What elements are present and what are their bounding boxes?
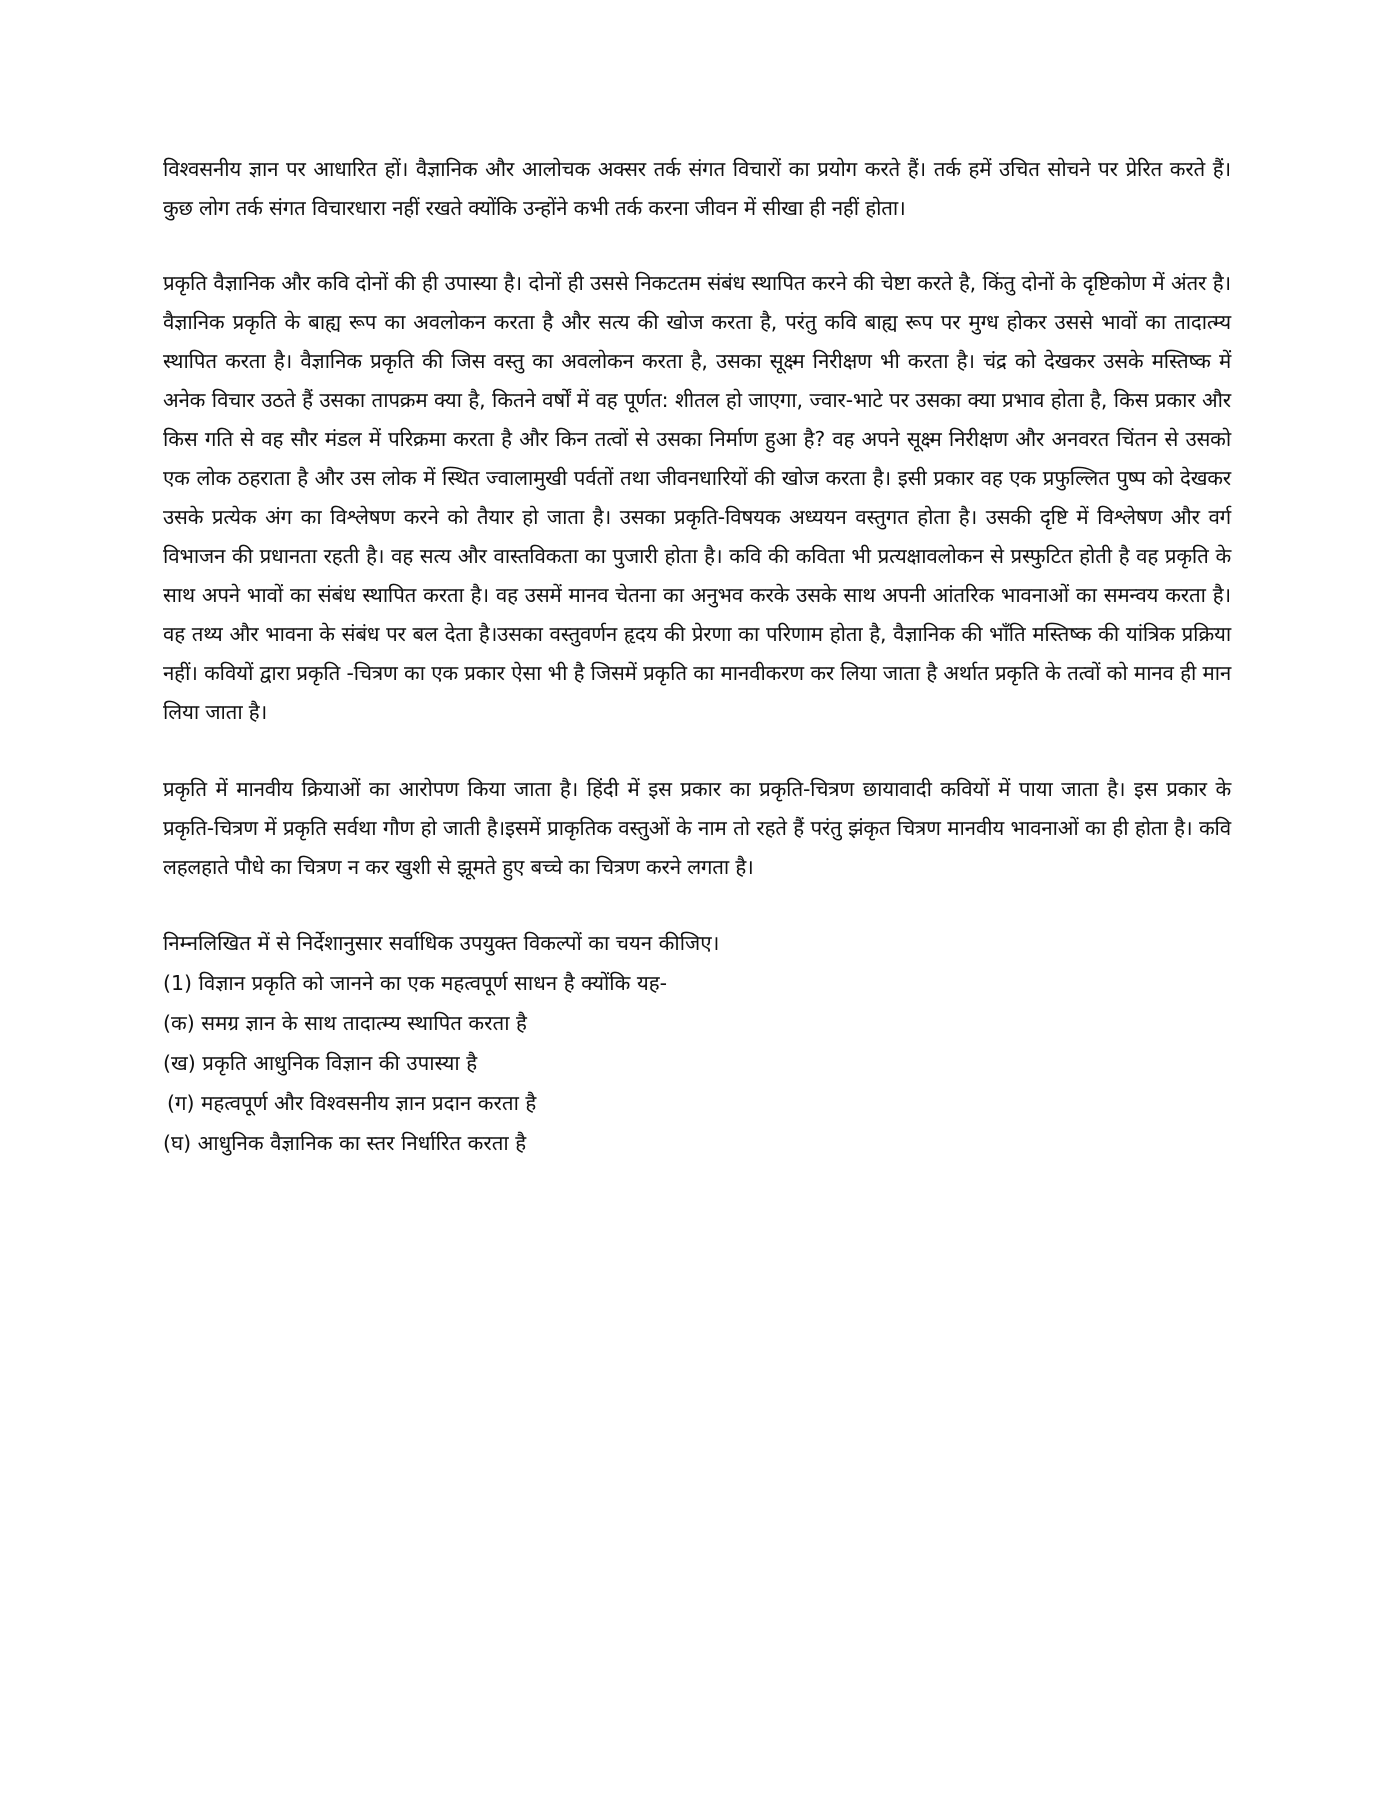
instruction-text: निम्नलिखित में से निर्देशानुसार सर्वाधिक उपयुक्त विकल्पों का चयन कीजिए। — [163, 931, 720, 955]
option-gha[interactable] — [163, 1123, 1231, 1163]
option-label: (क) — [163, 1011, 195, 1035]
question-block — [163, 923, 1231, 1163]
document-page — [163, 150, 1231, 1163]
option-text: महत्वपूर्ण और विश्वसनीय ज्ञान प्रदान करता है — [201, 1091, 537, 1115]
option-text: प्रकृति आधुनिक विज्ञान की उपास्या है — [202, 1051, 478, 1075]
question-number: (1) — [163, 971, 193, 995]
question-text: विज्ञान प्रकृति को जानने का एक महत्वपूर्ण साधन है क्योंकि यह- — [198, 971, 668, 995]
paragraph-1: विश्वसनीय ज्ञान पर आधारित हों। वैज्ञानिक और आलोचक अक्सर तर्क संगत विचारों का प्रयोग करते हैं। तर्क हमें उचित सोचने पर प्रेरित करते हैं। कुछ लोग तर्क संगत विचारधारा नहीं रखते क्योंकि उन्होंने कभी तर्क करना जीवन में सीखा ही नहीं होता। — [163, 157, 1231, 220]
option-label: (घ) — [163, 1131, 192, 1155]
option-label: (ग) — [167, 1091, 195, 1115]
option-ga[interactable] — [163, 1083, 1231, 1123]
question-1 — [163, 963, 1231, 1003]
paragraph-3: प्रकृति में मानवीय क्रियाओं का आरोपण किया जाता है। हिंदी में इस प्रकार का प्रकृति-चित्रण छायावादी कवियों में पाया जाता है। इस प्रकार के प्रकृति-चित्रण में प्रकृति सर्वथा गौण हो जाती है।इसमें प्राकृतिक वस्तुओं के नाम तो रहते हैं परंतु झंकृत चित्रण मानवीय भावनाओं का ही होता है। कवि लहलहाते पौधे का चित्रण न कर खुशी से झूमते हुए बच्चे का चित्रण करने लगता है। — [163, 777, 1231, 879]
option-kha[interactable] — [163, 1043, 1231, 1083]
option-ka[interactable] — [163, 1003, 1231, 1043]
option-text: समग्र ज्ञान के साथ तादात्म्य स्थापित करता है — [201, 1011, 527, 1035]
option-text: आधुनिक वैज्ञानिक का स्तर निर्धारित करता है — [197, 1131, 527, 1155]
paragraph-2: प्रकृति वैज्ञानिक और कवि दोनों की ही उपास्या है। दोनों ही उससे निकटतम संबंध स्थापित करने की चेष्टा करते है, किंतु दोनों के दृष्टिकोण में अंतर है। वैज्ञानिक प्रकृति के बाह्य रूप का अवलोकन करता है और सत्य की खोज करता है, परंतु कवि बाह्य रूप पर मुग्ध होकर उससे भावों का तादात्म्य स्थापित करता है। वैज्ञानिक प्रकृति की जिस वस्तु का अवलोकन करता है, उसका सूक्ष्म निरीक्षण भी करता है। चंद्र को देखकर उसके मस्तिष्क में अनेक विचार उठते हैं उसका तापक्रम क्या है, कितने वर्षों में वह पूर्णत: शीतल हो जाएगा, ज्वार-भाटे पर उसका क्या प्रभाव होता है, किस प्रकार और किस गति से वह सौर मंडल में परिक्रमा करता है और किन तत्वों से उसका निर्माण हुआ है? वह अपने सूक्ष्म निरीक्षण और अनवरत चिंतन से उसको एक लोक ठहराता है और उस लोक में स्थित ज्वालामुखी पर्वतों तथा जीवनधारियों की खोज करता है। इसी प्रकार वह एक प्रफुल्लित पुष्प को देखकर उसके प्रत्येक अंग का विश्लेषण करने को तैयार हो जाता है। उसका प्रकृति-विषयक अध्ययन वस्तुगत होता है। उसकी दृष्टि में विश्लेषण और वर्ग विभाजन की प्रधानता रहती है। वह सत्य और वास्तविकता का पुजारी होता है। कवि की कविता भी प्रत्यक्षावलोकन से प्रस्फुटित होती है वह प्रकृति के साथ अपने भावों का संबंध स्थापित करता है। वह उसमें मानव चेतना का अनुभव करके उसके साथ अपनी आंतरिक भावनाओं का समन्वय करता है। वह तथ्य और भावना के संबंध पर बल देता है।उसका वस्तुवर्णन हृदय की प्रेरणा का परिणाम होता है, वैज्ञानिक की भाँति मस्तिष्क की यांत्रिक प्रक्रिया नहीं। कवियों द्वारा प्रकृति -चित्रण का एक प्रकार ऐसा भी है जिसमें प्रकृति का मानवीकरण कर लिया जाता है अर्थात प्रकृति के तत्वों को मानव ही मान लिया जाता है। — [163, 271, 1231, 724]
option-label: (ख) — [163, 1051, 196, 1075]
